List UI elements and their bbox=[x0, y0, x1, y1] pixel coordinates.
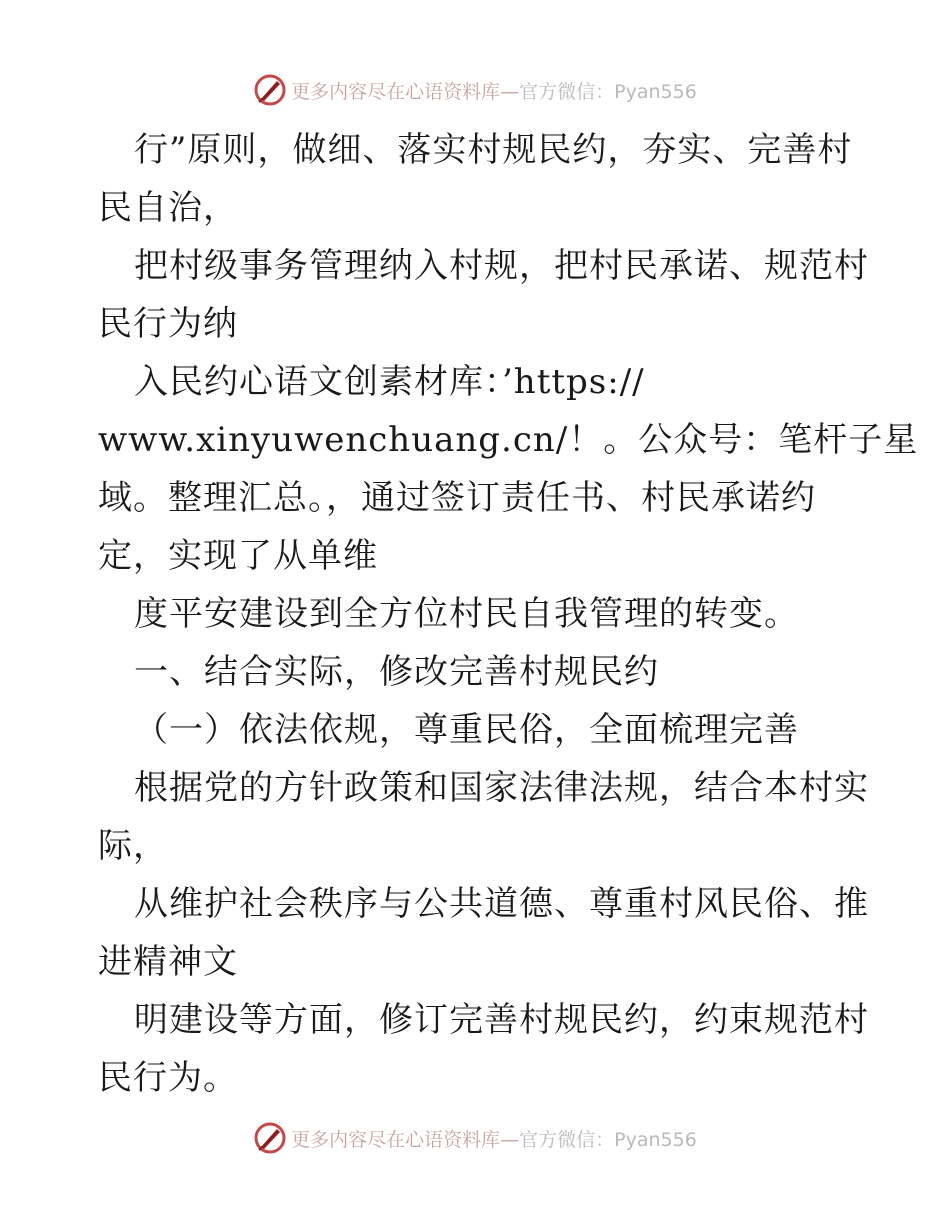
text-line: 从维护社会秩序与公共道德、尊重村风民俗、推 bbox=[134, 884, 869, 924]
text-line: 定，实现了从单维 bbox=[98, 536, 378, 576]
text-line: 民自治， bbox=[98, 188, 238, 228]
text-line: 把村级事务管理纳入村规，把村民承诺、规范村 bbox=[134, 246, 869, 286]
text-line: 一、结合实际，修改完善村规民约 bbox=[134, 652, 659, 692]
banner-contact: 官方微信：Pyan556 bbox=[519, 80, 697, 103]
text-line: 进精神文 bbox=[98, 942, 238, 982]
text-line: （一）依法依规，尊重民俗，全面梳理完善 bbox=[134, 710, 799, 750]
text-line: 域。整理汇总。，通过签订责任书、村民承诺约 bbox=[98, 478, 816, 518]
quill-logo-icon bbox=[253, 73, 287, 107]
quill-logo-icon bbox=[253, 1121, 287, 1155]
text-line: 度平安建设到全方位村民自我管理的转变。 bbox=[134, 594, 799, 634]
document-body bbox=[98, 121, 919, 1107]
text-line: 根据党的方针政策和国家法律法规，结合本村实 bbox=[134, 768, 869, 808]
banner-text: 更多内容尽在心语资料库— bbox=[291, 1128, 520, 1151]
text-line: www.xinyuwenchuang.cn/！。公众号：笔杆子星 bbox=[98, 420, 919, 460]
text-line: 际， bbox=[98, 826, 168, 866]
footer-watermark bbox=[0, 1118, 950, 1158]
text-line: 明建设等方面，修订完善村规民约，约束规范村 bbox=[134, 1000, 869, 1040]
banner-contact: 官方微信：Pyan556 bbox=[519, 1128, 697, 1151]
text-line: 民行为。 bbox=[98, 1058, 238, 1098]
text-line: 民行为纳 bbox=[98, 304, 238, 344]
text-line: 入民约心语文创素材库：’https:// bbox=[134, 362, 645, 402]
header-watermark bbox=[0, 70, 950, 110]
text-line: 行”原则，做细、落实村规民约，夯实、完善村 bbox=[134, 130, 853, 170]
banner-text: 更多内容尽在心语资料库— bbox=[291, 80, 520, 103]
